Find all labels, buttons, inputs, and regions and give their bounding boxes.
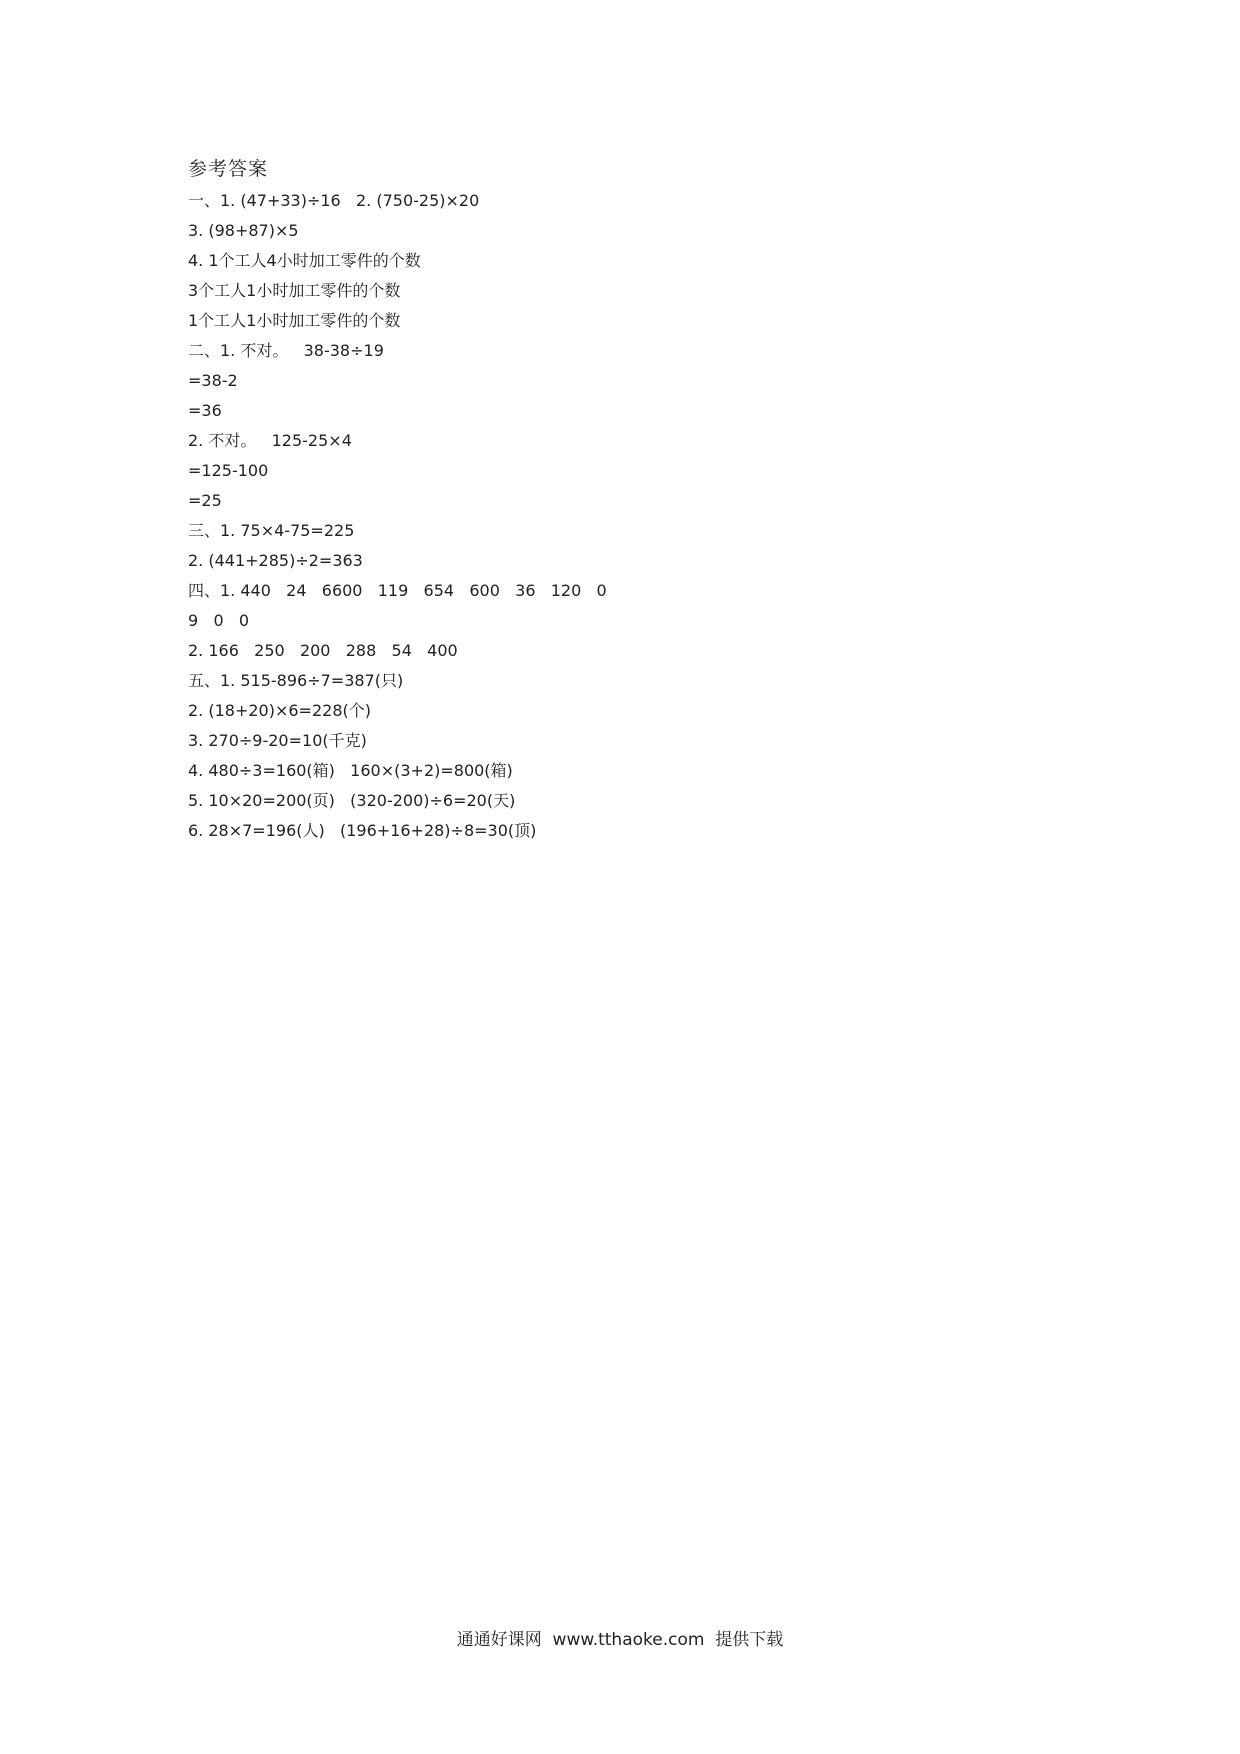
answer-line: =36 xyxy=(188,401,222,420)
answer-line: 1个工人1小时加工零件的个数 xyxy=(188,311,401,330)
answer-line: 2. (18+20)×6=228(个) xyxy=(188,701,371,720)
answer-line: 二、1. 不对。 38-38÷19 xyxy=(188,341,384,360)
answer-line: 6. 28×7=196(人) (196+16+28)÷8=30(顶) xyxy=(188,821,537,840)
answer-line: 2. 不对。 125-25×4 xyxy=(188,431,352,450)
answer-line: 五、1. 515-896÷7=387(只) xyxy=(188,671,404,690)
answer-line: 2. 166 250 200 288 54 400 xyxy=(188,641,458,660)
answer-line: 3. (98+87)×5 xyxy=(188,221,299,240)
answer-line: 3个工人1小时加工零件的个数 xyxy=(188,281,401,300)
answer-line: 4. 480÷3=160(箱) 160×(3+2)=800(箱) xyxy=(188,761,513,780)
answer-line: 4. 1个工人4小时加工零件的个数 xyxy=(188,251,421,270)
answer-line: 9 0 0 xyxy=(188,611,250,630)
answer-line: 3. 270÷9-20=10(千克) xyxy=(188,731,367,750)
footer-source-text: 通通好课网 www.tthaoke.com 提供下载 xyxy=(456,1630,784,1650)
answer-line: 2. (441+285)÷2=363 xyxy=(188,551,363,570)
answer-line: 5. 10×20=200(页) (320-200)÷6=20(天) xyxy=(188,791,516,810)
answer-line: 四、1. 440 24 6600 119 654 600 36 120 0 xyxy=(188,581,607,600)
answer-line: 一、1. (47+33)÷16 2. (750-25)×20 xyxy=(188,191,480,210)
answer-line: =125-100 xyxy=(188,461,269,480)
answer-line: =25 xyxy=(188,491,222,510)
answer-line: 三、1. 75×4-75=225 xyxy=(188,521,355,540)
answer-key xyxy=(188,152,1088,846)
page-title: 参考答案 xyxy=(188,158,269,180)
answer-line: =38-2 xyxy=(188,371,238,390)
